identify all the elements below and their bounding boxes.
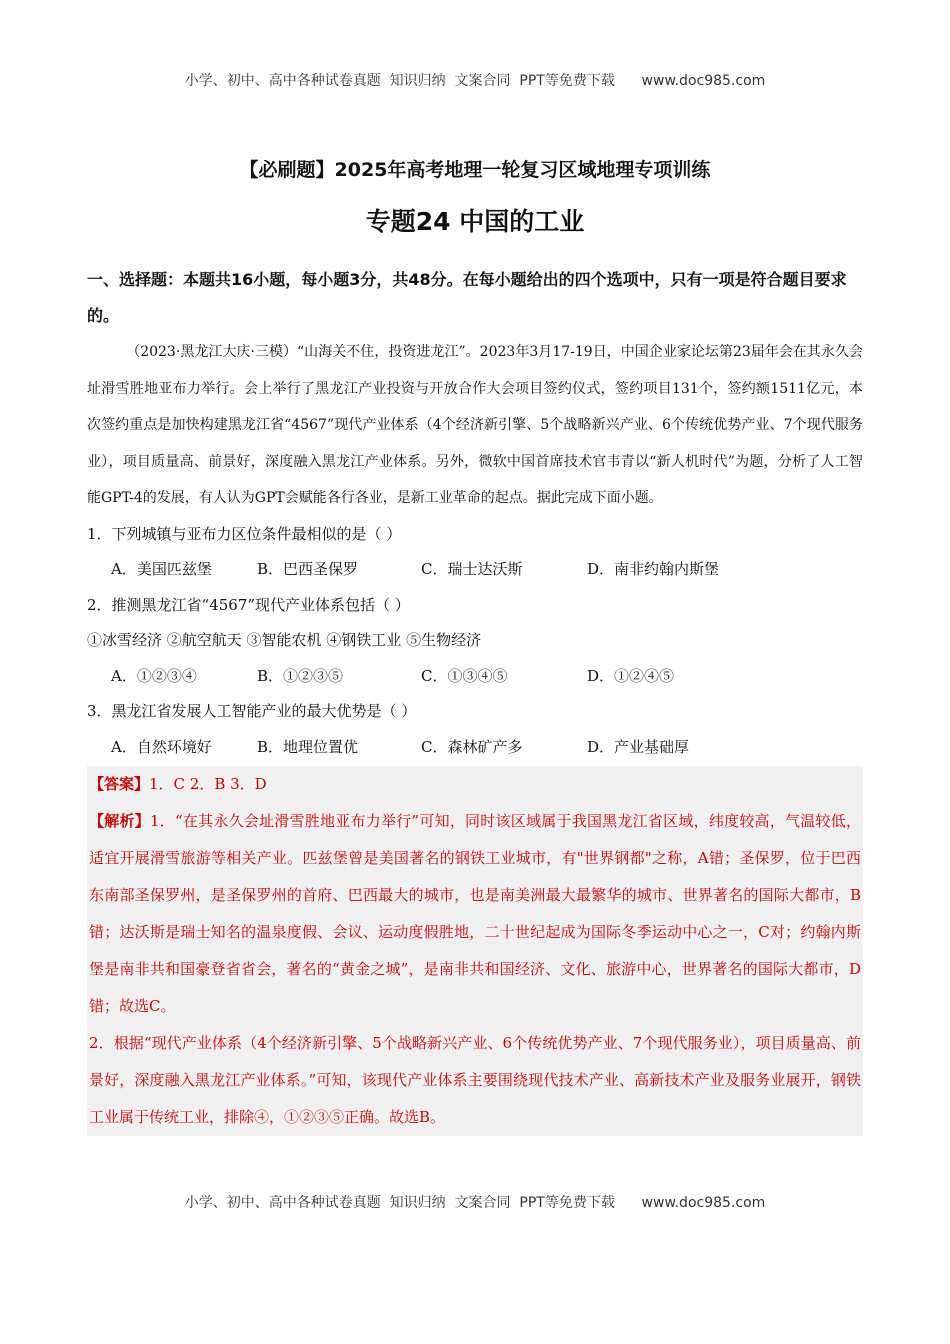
answer-text: 1．C 2．B 3．D xyxy=(149,775,267,794)
question-3-stem: 3．黑龙江省发展人工智能产业的最大优势是（ ） xyxy=(87,702,417,721)
page-footer: 小学、初中、高中各种试卷真题 知识归纳 文案合同 PPT等免费下载 www.doc985.com xyxy=(184,1195,766,1211)
analysis-paragraph-1 xyxy=(89,803,861,1025)
analysis-paragraph-2: 2．根据“现代产业体系（4个经济新引擎、5个战略新兴产业、6个传统优势产业、7个现代服务业），项目质量高、前景好，深度融入黑龙江产业体系。”可知，该现代产业体系主要围绕现代技术产业、高新技术产业及服务业展开，钢铁工业属于传统工业，排除④，①②③⑤正确。故选B。 xyxy=(89,1034,861,1127)
option-d: D．①②④⑤ xyxy=(587,666,675,685)
page-header: 小学、初中、高中各种试卷真题 知识归纳 文案合同 PPT等免费下载 www.doc985.com xyxy=(184,73,766,89)
option-d: D．南非约翰内斯堡 xyxy=(587,560,720,579)
analysis-label: 【解析】 xyxy=(89,812,150,831)
reading-passage: （2023·黑龙江大庆·三模）“山海关不住，投资进龙江”。2023年3月17-19日，中国企业家论坛第23届年会在其永久会址滑雪胜地亚布力举行。会上举行了黑龙江产业投资与开放合作大会项目签约仪式，签约项目131个，签约额1511亿元，本次签约重点是加快构建黑龙江省“4567”现代产业体系（4个经济新引擎、5个战略新兴产业、6个传统优势产业、7个现代服务业），项目质量高、前景好，深度融入黑龙江产业体系。另外，微软中国首席技术官韦青以“新人机时代”为题，分析了人工智能GPT-4的发展，有人认为GPT会赋能各行各业，是新工业革命的起点。据此完成下面小题。 xyxy=(87,344,863,507)
question-2-stem: 2．推测黑龙江省“4567”现代产业体系包括（ ） xyxy=(87,595,410,614)
option-c: C．①③④⑤ xyxy=(421,666,508,685)
option-c: C．森林矿产多 xyxy=(421,737,523,756)
question-3-options xyxy=(87,730,863,766)
option-a: A．美国匹兹堡 xyxy=(111,560,212,579)
option-b: B．地理位置优 xyxy=(257,737,359,756)
option-b: B．巴西圣保罗 xyxy=(257,560,359,579)
question-2-options xyxy=(87,659,863,695)
option-a: A．自然环境好 xyxy=(111,737,212,756)
answer-analysis-box xyxy=(87,766,863,1136)
option-b: B．①②③⑤ xyxy=(257,666,344,685)
question-1-stem: 1．下列城镇与亚布力区位条件最相似的是（ ） xyxy=(87,524,402,543)
analysis-text-1: 1．“在其永久会址滑雪胜地亚布力举行”可知，同时该区域属于我国黑龙江省区域，纬度较高，气温较低，适宜开展滑雪旅游等相关产业。匹兹堡曾是美国著名的钢铁工业城市，有"世界钢都"之称，A错；圣保罗，位于巴西东南部圣保罗州，是圣保罗州的首府、巴西最大的城市，也是南美洲最大最繁华的城市、世界著名的国际大都市，B错；达沃斯是瑞士知名的温泉度假、会议、运动度假胜地，二十世纪起成为国际冬季运动中心之一，C对；约翰内斯堡是南非共和国豪登省省会，著名的“黄金之城”，是南非共和国经济、文化、旅游中心，世界著名的国际大都市，D错；故选C。 xyxy=(89,812,861,1016)
document-subtitle: 专题24 中国的工业 xyxy=(365,207,585,236)
document-title: 【必刷题】2025年高考地理一轮复习区域地理专项训练 xyxy=(239,159,711,181)
question-2-items: ①冰雪经济 ②航空航天 ③智能农机 ④钢铁工业 ⑤生物经济 xyxy=(87,631,482,650)
question-1-options xyxy=(87,552,863,588)
answer-label: 【答案】 xyxy=(89,775,150,794)
option-c: C．瑞士达沃斯 xyxy=(421,560,523,579)
option-d: D．产业基础厚 xyxy=(587,737,690,756)
answer-line xyxy=(89,766,861,803)
option-a: A．①②③④ xyxy=(111,666,197,685)
section-heading: 一、选择题：本题共16小题，每小题3分，共48分。在每小题给出的四个选项中，只有一项是符合题目要求的。 xyxy=(87,270,847,325)
main-content xyxy=(87,262,863,1136)
